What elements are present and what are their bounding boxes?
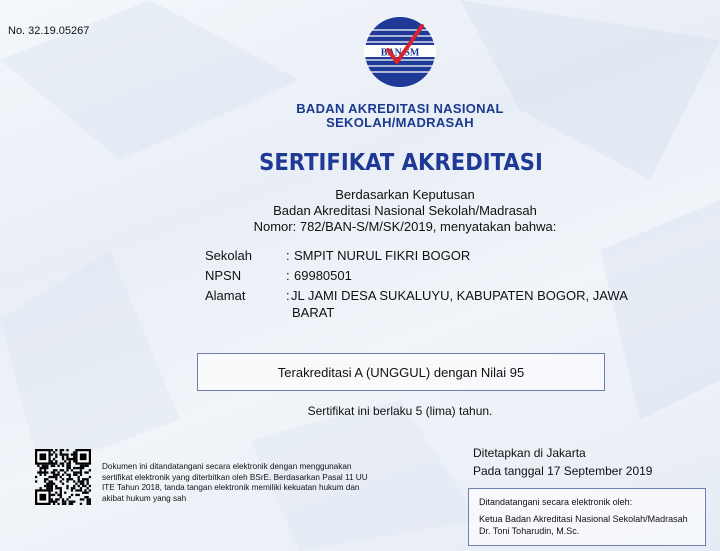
npsn-colon: : — [286, 268, 290, 283]
intro-line1: Berdasarkan Keputusan — [335, 187, 475, 202]
qr-code — [35, 449, 91, 505]
issued-date: Pada tanggal 17 September 2019 — [473, 464, 653, 478]
ban-sm-logo — [364, 16, 436, 88]
school-colon: : — [286, 248, 290, 263]
agency-name-line1: BADAN AKREDITASI NASIONAL — [296, 101, 504, 116]
validity-text: Sertifikat ini berlaku 5 (lima) tahun. — [307, 404, 493, 418]
certificate-title: SERTIFIKAT AKREDITASI — [259, 150, 543, 176]
signature-line1: Ditandatangani secara elektronik oleh: — [479, 497, 633, 507]
address-value-line1: JL JAMI DESA SUKALUYU, KABUPATEN BOGOR, JAWA — [291, 288, 628, 303]
signature-box — [468, 488, 706, 546]
accreditation-result: Terakreditasi A (UNGGUL) dengan Nilai 95 — [277, 364, 525, 380]
address-value-line2: BARAT — [292, 305, 335, 320]
svg-text:BAN SM: BAN SM — [380, 47, 420, 59]
issued-place: Ditetapkan di Jakarta — [473, 446, 586, 460]
school-label: Sekolah — [205, 248, 252, 263]
address-label: Alamat — [205, 288, 246, 303]
agency-name-line2: SEKOLAH/MADRASAH — [326, 115, 474, 130]
signature-line2: Ketua Badan Akreditasi Nasional Sekolah/Madrasah — [479, 514, 688, 524]
intro-line3: Nomor: 782/BAN-S/M/SK/2019, menyatakan bahwa: — [253, 219, 557, 234]
address-colon: : — [286, 288, 290, 303]
certificate-number: No. 32.19.05267 — [8, 25, 90, 37]
npsn-label: NPSN — [205, 268, 242, 283]
accreditation-result-box — [197, 353, 605, 391]
npsn-value: 69980501 — [294, 268, 352, 283]
electronic-signature-note: Dokumen ini ditandatangani secara elektronik dengan menggunakan sertifikat elektronik yang diterbitkan oleh BSrE. Berdasarkan Pasal 11 UU ITE Tahun 2018, tanda tangan elektronik memiliki kekuatan hukum dan akibat hukum yang sah — [102, 462, 368, 503]
intro-line2: Badan Akreditasi Nasional Sekolah/Madrasah — [273, 203, 537, 218]
school-value: SMPIT NURUL FIKRI BOGOR — [294, 248, 471, 263]
signature-line3: Dr. Toni Toharudin, M.Sc. — [479, 526, 580, 536]
